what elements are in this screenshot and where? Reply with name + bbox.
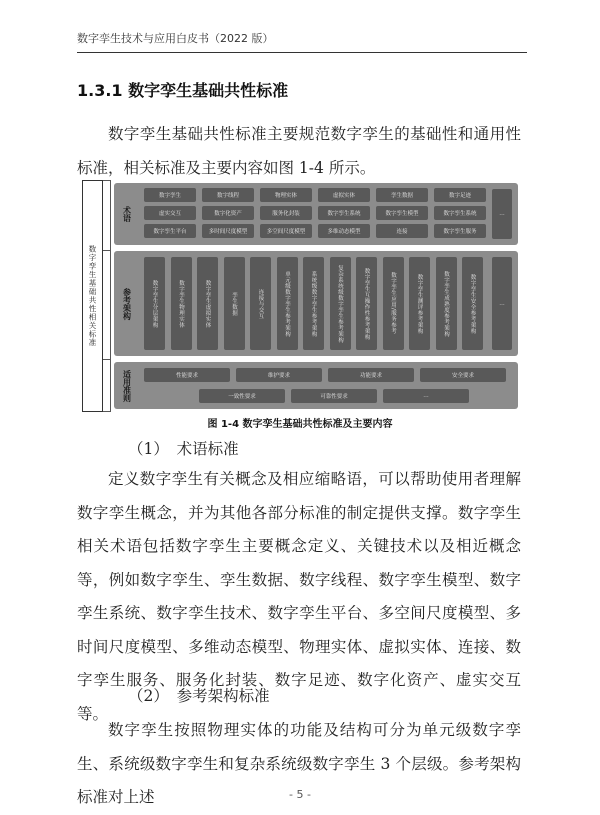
term-cell: 数字化资产 (202, 206, 254, 220)
req-cell: 安全要求 (420, 368, 506, 382)
term-cell: 服务化封装 (260, 206, 312, 220)
term-cell: 多时间尺度模型 (202, 224, 254, 238)
arch-cell: 数字孪生测评参考架构 (409, 257, 430, 350)
req-cell: 功能要求 (328, 368, 414, 382)
term-cell: 多维动态模型 (318, 224, 370, 238)
req-panel (114, 362, 518, 409)
page-number: - 5 - (289, 788, 311, 801)
intro-paragraph: 数字孪生基础共性标准主要规范数字孪生的基础性和通用性标准，相关标准及主要内容如图 1-4 所示。 (77, 125, 521, 177)
arch-cell: 数字孪生安全参考架构 (462, 257, 483, 350)
req-cell: 性能要求 (144, 368, 230, 382)
terms-paragraph: 定义数字孪生有关概念及相应缩略语，可以帮助使用者理解数字孪生概念，并为其他各部分标准的制定提供支撑。数字孪生相关术语包括数字孪生主要概念定义、关键技术以及相近概念等，例如数字孪生、孪生数据、数字线程、数字孪生模型、数字孪生系统、数字孪生技术、数字孪生平台、多空间尺度模型、多时间尺度模型、多维动态模型、物理实体、虚拟实体、连接、数字孪生服务、服务化封装、数字足迹、数字化资产、虚实交互等。 (77, 470, 521, 723)
arch-cell: 数字孪生分层架构 (144, 257, 165, 350)
term-cell: 数字孪生系统 (318, 206, 370, 220)
arch-cell: 系统级数字孪生参考架构 (303, 257, 324, 350)
req-cell: 一致性要求 (199, 389, 285, 403)
arch-cell: 复杂系统级数字孪生参考架构 (330, 257, 351, 350)
req-cell: 可靠性要求 (291, 389, 377, 403)
term-more: … (492, 189, 512, 239)
running-header: 数字孪生技术与应用白皮书（2022 版） (77, 32, 274, 45)
term-panel (114, 183, 518, 245)
arch-cell: 数字孪生物理实体 (171, 257, 192, 350)
req-panel-label: 适用准则 (122, 369, 132, 402)
arch-cell: 数字孪生虚拟实体 (197, 257, 218, 350)
arch-cell: 数字孪生应用/服务参考 (383, 257, 404, 350)
req-cell: … (383, 389, 469, 403)
bracket-top (103, 180, 111, 250)
bracket-bottom (103, 360, 111, 412)
arch-cell: 连接与交互 (250, 257, 271, 350)
bracket-mid (103, 250, 111, 360)
header-rule (77, 52, 527, 53)
term-cell: 数字孪生系统 (434, 206, 486, 220)
arch-cell: 数字孪生成熟度参考架构 (436, 257, 457, 350)
term-cell: 数字孪生平台 (144, 224, 196, 238)
term-cell: 数字孪生服务 (434, 224, 486, 238)
term-cell: 虚拟实体 (318, 188, 370, 202)
term-cell: 物理实体 (260, 188, 312, 202)
term-cell: 数字孪生模型 (376, 206, 428, 220)
term-cell: 数字线程 (202, 188, 254, 202)
figure-diagram (82, 180, 518, 412)
term-cell: 孪生数据 (376, 188, 428, 202)
term-cell: 虚实交互 (144, 206, 196, 220)
req-cell: 维护要求 (236, 368, 322, 382)
arch-more: … (492, 257, 512, 350)
arch-cell: 孪生数据 (224, 257, 245, 350)
term-cell: 数字足迹 (434, 188, 486, 202)
figure-caption: 图 1-4 数字孪生基础共性标准及主要内容 (207, 419, 393, 430)
term-cell: 数字孪生 (144, 188, 196, 202)
arch-cell: 数字孪生互操作性参考架构 (356, 257, 377, 350)
subheading-architecture: （2） 参考架构标准 (128, 687, 270, 705)
architecture-paragraph: 数字孪生按照物理实体的功能及结构可分为单元级数字孪生、系统级数字孪生和复杂系统级数字孪生 3 个层级。参考架构标准对上述 (77, 721, 521, 806)
subheading-terms: （1） 术语标准 (128, 440, 239, 458)
section-title: 1.3.1 数字孪生基础共性标准 (77, 81, 289, 100)
term-cell: 连接 (376, 224, 428, 238)
arch-panel-label: 参考架构 (122, 287, 132, 320)
arch-cell: 单元级数字孪生参考架构 (277, 257, 298, 350)
term-panel-label: 术语 (122, 206, 132, 222)
diagram-left-label: 数字孪生基础共性相关标准 (82, 180, 103, 412)
term-cell: 多空间尺度模型 (260, 224, 312, 238)
arch-panel (114, 251, 518, 356)
